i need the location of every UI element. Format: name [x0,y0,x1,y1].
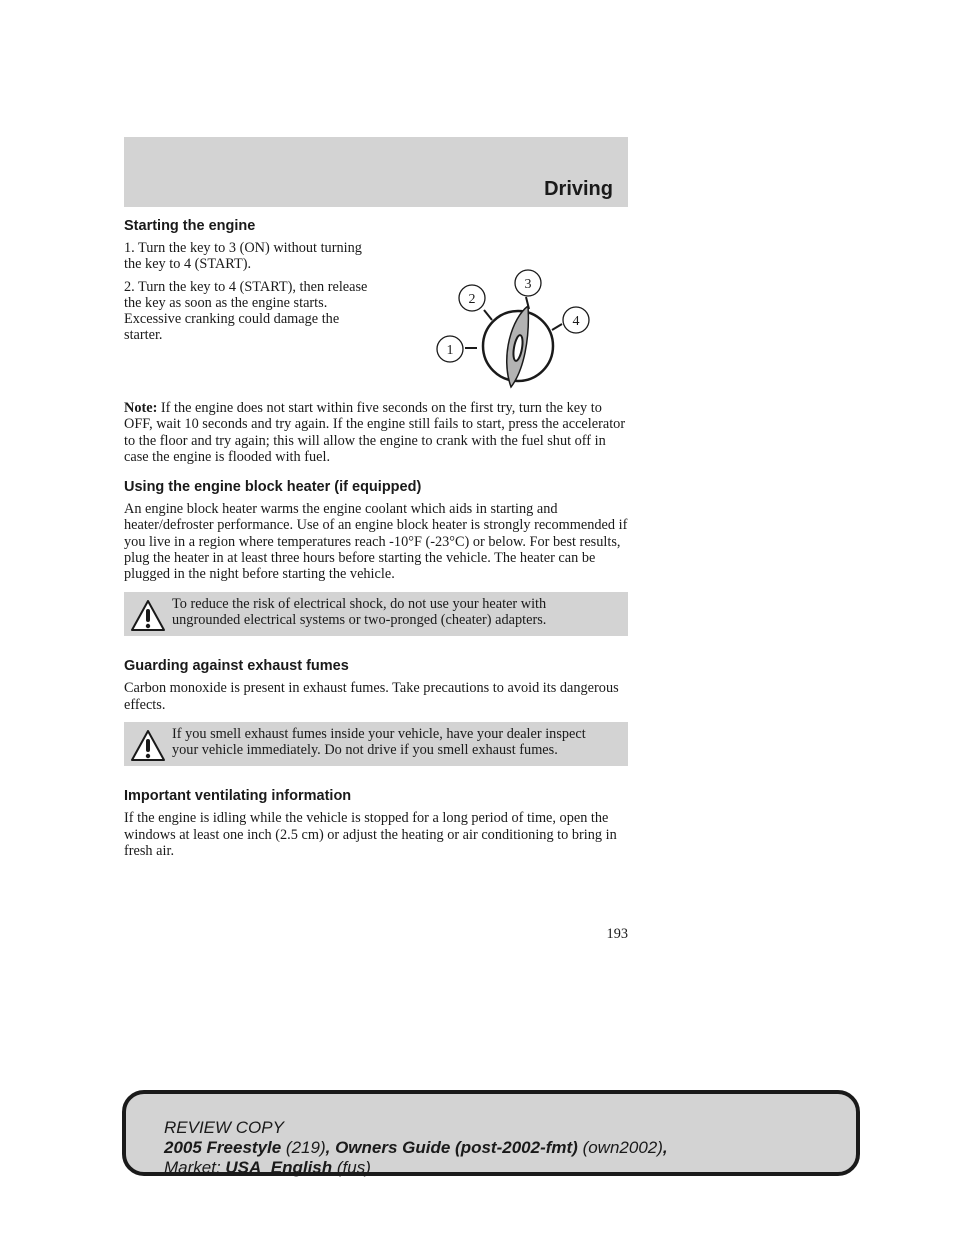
note-text: If the engine does not start within five seconds on the first try, turn the key to OFF, wait 10 seconds and try again. If the engine still fails to start, press the accelerator to the floor and try again; this will allow the engine to crank with the fuel shut off in case the engine is flooded with fuel. [124,400,626,465]
footer-model-code: (219) [281,1138,326,1157]
section-title: Driving [544,178,613,200]
page-number: 193 [606,926,628,942]
exhaust-warning [124,722,628,767]
header-band [124,137,628,207]
warning-triangle-icon [130,728,166,764]
footer-market-label: Market: [164,1158,226,1177]
footer-sep-2: , [662,1138,668,1157]
position-2-label: 2 [468,292,476,307]
position-2-marker [459,285,485,311]
footer-sep-1: , [325,1138,336,1157]
position-3-marker [515,270,541,296]
footer-market-code: (fus) [332,1158,371,1177]
exhaust-warning-text: If you smell exhaust fumes inside your vehicle, have your dealer inspect your vehicle immediately. Do not drive if you smell exhaust fumes. [172,725,586,759]
footer-market: USA_English [225,1158,333,1177]
position-1-label: 1 [446,343,454,358]
exhaust-section [124,658,628,766]
steps-list [124,240,374,344]
page-content [124,218,628,859]
footer-review-copy: REVIEW COPY [164,1118,284,1137]
block-heater-section [124,479,628,636]
footer-line-2 [164,1138,668,1158]
note-label: Note: [124,400,158,416]
exhaust-body: Carbon monoxide is present in exhaust fumes. Take precautions to avoid its dangerous effects. [124,680,619,713]
review-copy-footer [122,1090,860,1176]
step-2: 2. Turn the key to 4 (START), then release the key as soon as the engine starts. Excessive cranking could damage the starter. [124,278,368,344]
step-1: 1. Turn the key to 3 (ON) without turning the key to 4 (START). [124,240,362,273]
footer-guide: Owners Guide (post-2002-fmt) [335,1138,578,1157]
ventilating-body: If the engine is idling while the vehicle is stopped for a long period of time, open the windows at least one inch (2.5 cm) or adjust the heating or air conditioning to bring in fresh air. [124,810,617,860]
position-3-label: 3 [524,277,532,292]
ventilating-section [124,788,628,859]
note-paragraph [124,400,628,465]
starting-engine-heading: Starting the engine [124,218,256,234]
footer-guide-code: (own2002) [577,1138,663,1157]
block-heater-heading: Using the engine block heater (if equipped) [124,479,422,496]
footer-line-3 [164,1158,668,1178]
block-heater-warning [124,592,628,637]
block-heater-body: An engine block heater warms the engine coolant which aids in starting and heater/defroster performance. Use of an engine block heater is strongly recommended if you live in a region where temperatures reach -10°F (-23°C) or below. For best results, plug the heater in at least three hours before starting the vehicle. The heater can be plugged in the night before starting the vehicle. [124,501,628,583]
ventilating-heading: Important ventilating information [124,788,352,805]
position-4-marker [563,307,589,333]
position-1-marker [437,336,463,362]
block-heater-warning-text: To reduce the risk of electrical shock, do not use your heater with ungrounded electrical systems or two-pronged (cheater) adapters. [172,595,547,628]
exhaust-heading: Guarding against exhaust fumes [124,658,349,675]
warning-triangle-icon [130,598,166,634]
footer-model: 2005 Freestyle [164,1138,282,1157]
footer-text [164,1118,668,1178]
starting-engine-row [124,240,628,390]
position-4-label: 4 [572,314,580,329]
ignition-diagram [432,266,592,396]
